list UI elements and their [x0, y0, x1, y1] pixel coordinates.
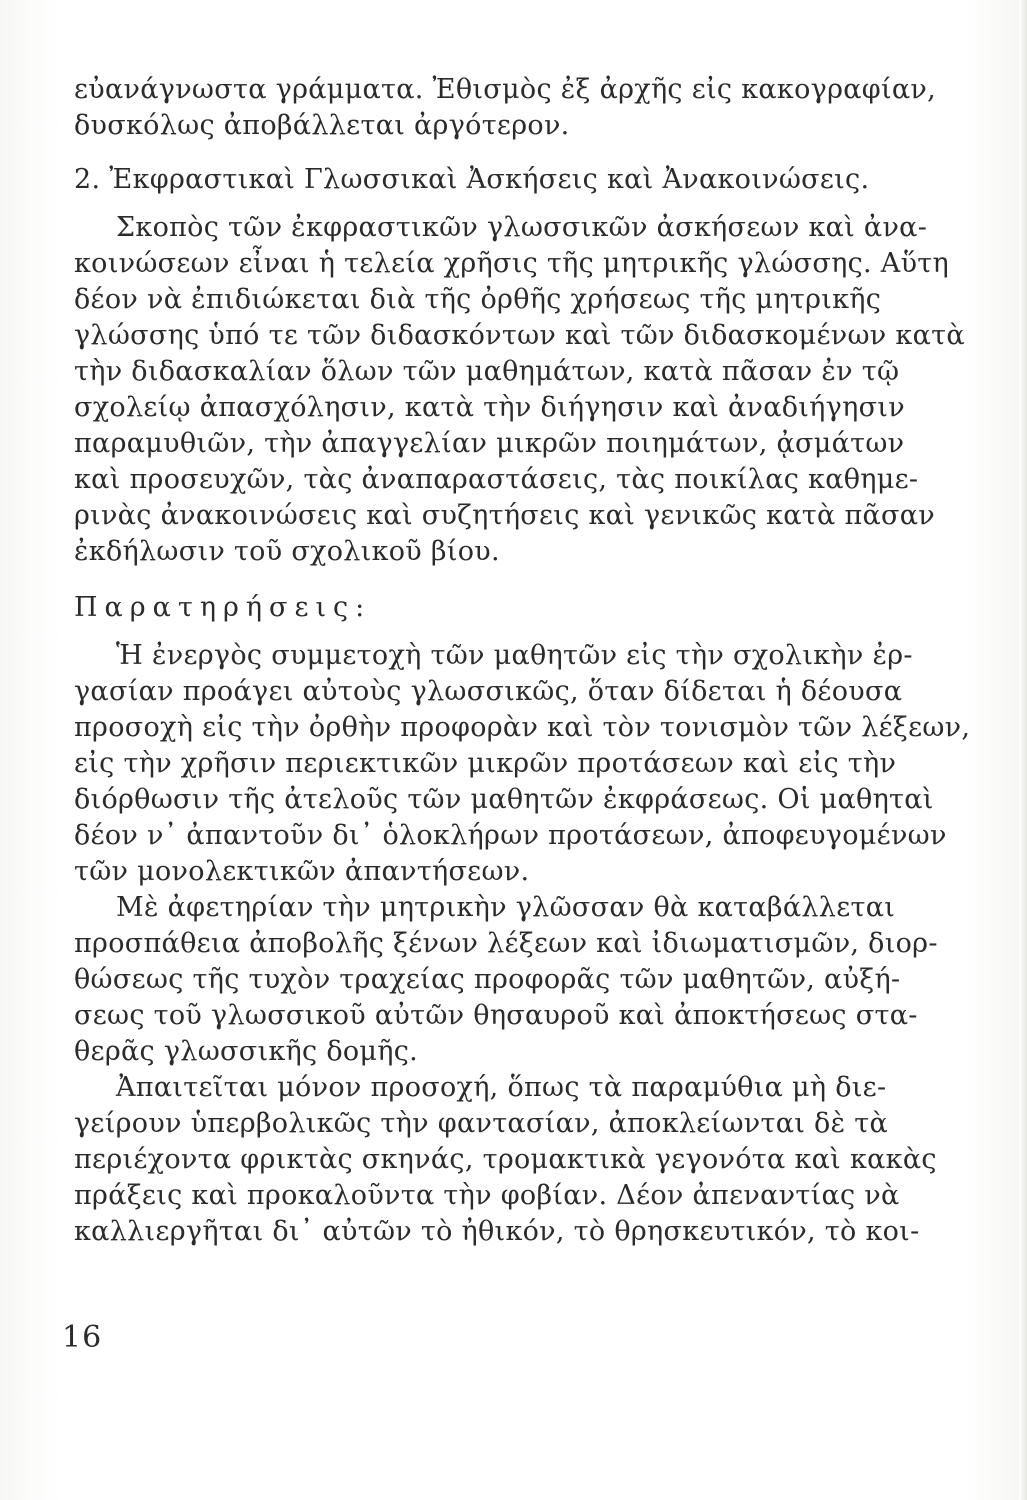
text-line: γασίαν προάγει αὐτοὺς γλωσσικῶς, ὅταν δίδεται ἡ δέουσα [74, 676, 903, 707]
paragraph-start-line: Σκοπὸς τῶν ἐκφραστικῶν γλωσσικῶν ἀσκήσεων καὶ ἀνα- [116, 212, 928, 243]
text-line: παραμυθιῶν, τὴν ἀπαγγελίαν μικρῶν ποιημάτων, ᾀσμάτων [74, 428, 905, 459]
text-line: κοινώσεων εἶναι ἡ τελεία χρῆσις τῆς μητρικῆς γλώσσης. Αὕτη [74, 248, 949, 279]
text-line: τὴν διδασκαλίαν ὅλων τῶν μαθημάτων, κατὰ πᾶσαν ἐν τῷ [74, 356, 900, 387]
text-line: δέον ν᾽ ἀπαντοῦν δι᾽ ὁλοκλήρων προτάσεων, ἀποφευγομένων [74, 820, 947, 851]
text-line: σεως τοῦ γλωσσικοῦ αὐτῶν θησαυροῦ καὶ ἀποκτήσεως στα- [74, 1000, 918, 1031]
paragraph-start-line: Ἀπαιτεῖται μόνον προσοχή, ὅπως τὰ παραμύθια μὴ διε- [116, 1072, 887, 1103]
text-line: γείρουν ὑπερβολικῶς τὴν φαντασίαν, ἀποκλείωνται δὲ τὰ [74, 1108, 889, 1139]
text-line: γλώσσης ὑπό τε τῶν διδασκόντων καὶ τῶν διδασκομένων κατὰ [74, 320, 965, 351]
text-line: τῶν μονολεκτικῶν ἀπαντήσεων. [74, 856, 530, 887]
text-line: εὐανάγνωστα γράμματα. Ἐθισμὸς ἐξ ἀρχῆς εἰς κακογραφίαν, [74, 74, 937, 105]
page-text [74, 72, 971, 1250]
text-line: ρινὰς ἀνακοινώσεις καὶ συζητήσεις καὶ γενικῶς κατὰ πᾶσαν [74, 500, 936, 531]
text-line: προσοχὴ εἰς τὴν ὀρθὴν προφορὰν καὶ τὸν τονισμὸν τῶν λέξεων, [74, 712, 971, 743]
paragraph-start-line: Ἡ ἐνεργὸς συμμετοχὴ τῶν μαθητῶν εἰς τὴν σχολικὴν ἐρ- [116, 640, 913, 671]
text-line: διόρθωσιν τῆς ἀτελοῦς τῶν μαθητῶν ἐκφράσεως. Οἱ μαθηταὶ [74, 784, 934, 815]
text-line: καλλιεργῆται δι᾽ αὐτῶν τὸ ἠθικόν, τὸ θρησκευτικόν, τὸ κοι- [74, 1216, 920, 1247]
text-line: ἐκδήλωσιν τοῦ σχολικοῦ βίου. [74, 536, 500, 567]
text-line: προσπάθεια ἀποβολῆς ξένων λέξεων καὶ ἰδιωματισμῶν, διορ- [74, 928, 938, 959]
paragraph-start-line: Μὲ ἀφετηρίαν τὴν μητρικὴν γλῶσσαν θὰ καταβάλλεται [116, 892, 896, 923]
text-line: πράξεις καὶ προκαλοῦντα τὴν φοβίαν. Δέον ἀπεναντίας νὰ [74, 1180, 900, 1211]
text-line: δυσκόλως ἀποβάλλεται ἀργότερον. [74, 110, 570, 141]
remarks-heading: Παρατηρήσεις: [74, 592, 372, 623]
page-number: 16 [62, 1320, 103, 1355]
text-line: εἰς τὴν χρῆσιν περιεκτικῶν μικρῶν προτάσεων καὶ εἰς τὴν [74, 748, 897, 779]
text-line: καὶ προσευχῶν, τὰς ἀναπαραστάσεις, τὰς ποικίλας καθημε- [74, 464, 919, 495]
text-line: περιέχοντα φρικτὰς σκηνάς, τρομακτικὰ γεγονότα καὶ κακὰς [74, 1144, 937, 1175]
page-edge-shadow [1019, 0, 1027, 1500]
section-heading: 2. Ἐκφραστικαὶ Γλωσσικαὶ Ἀσκήσεις καὶ Ἀνακοινώσεις. [74, 164, 870, 195]
text-line: θερᾶς γλωσσικῆς δομῆς. [74, 1036, 419, 1067]
text-line: θώσεως τῆς τυχὸν τραχείας προφορᾶς τῶν μαθητῶν, αὐξή- [74, 964, 901, 995]
text-line: δέον νὰ ἐπιδιώκεται διὰ τῆς ὀρθῆς χρήσεως τῆς μητρικῆς [74, 284, 882, 315]
text-line: σχολείῳ ἀπασχόλησιν, κατὰ τὴν διήγησιν καὶ ἀναδιήγησιν [74, 392, 905, 423]
